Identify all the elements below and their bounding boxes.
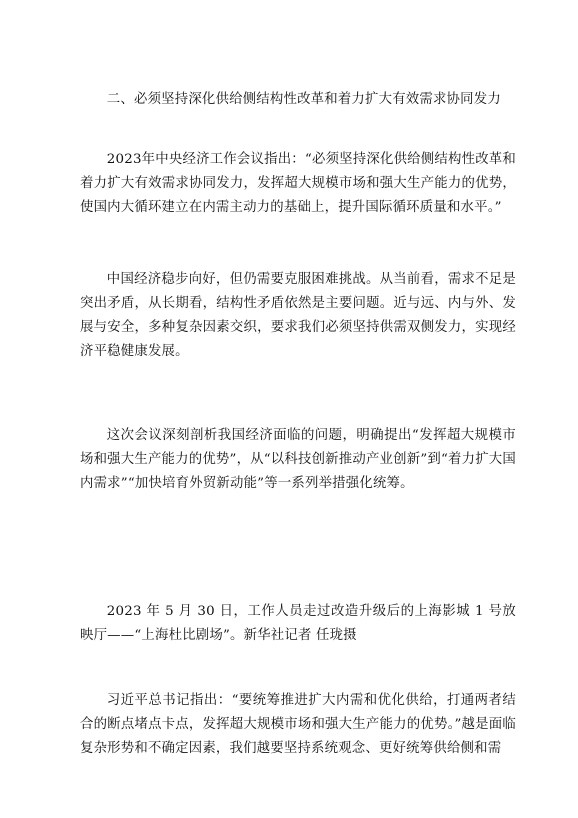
section-heading: 二、必须坚持深化供给侧结构性改革和着力扩大有效需求协同发力: [106, 92, 501, 107]
paragraph-economy-outlook: 中国经济稳步向好，但仍需要克服困难挑战。从当前看，需求不足是突出矛盾，从长期看，结构性矛盾依然是主要问题。近与远、内与外、发展与安全，多种复杂因素交织，要求我们必须坚持供需双侧发力，实现经济平稳健康发展。: [80, 272, 516, 359]
paragraph-conference-quote: 2023年中央经济工作会议指出：“必须坚持深化供给侧结构性改革和着力扩大有效需求协同发力，发挥超大规模市场和强大生产能力的优势，使国内大循环建立在内需主动力的基础上，提升国际循环质量和水平。”: [80, 152, 516, 215]
photo-caption: 2023 年 5 月 30 日，工作人员走过改造升级后的上海影城 1 号放映厅——“上海杜比剧场”。新华社记者 任珑摄: [80, 604, 516, 643]
paragraph-xi-quote: 习近平总书记指出：“要统筹推进扩大内需和优化供给，打通两者结合的断点堵点卡点，发挥超大规模市场和强大生产能力的优势。”越是面临复杂形势和不确定因素，我们越要坚持系统观念、更好统筹供给侧和需: [80, 693, 516, 756]
paragraph-meeting-analysis: 这次会议深刻剖析我国经济面临的问题，明确提出“发挥超大规模市场和强大生产能力的优势”，从“以科技创新推动产业创新”到“着力扩大国内需求”“加快培育外贸新动能”等一系列举措强化统筹。: [80, 428, 516, 491]
